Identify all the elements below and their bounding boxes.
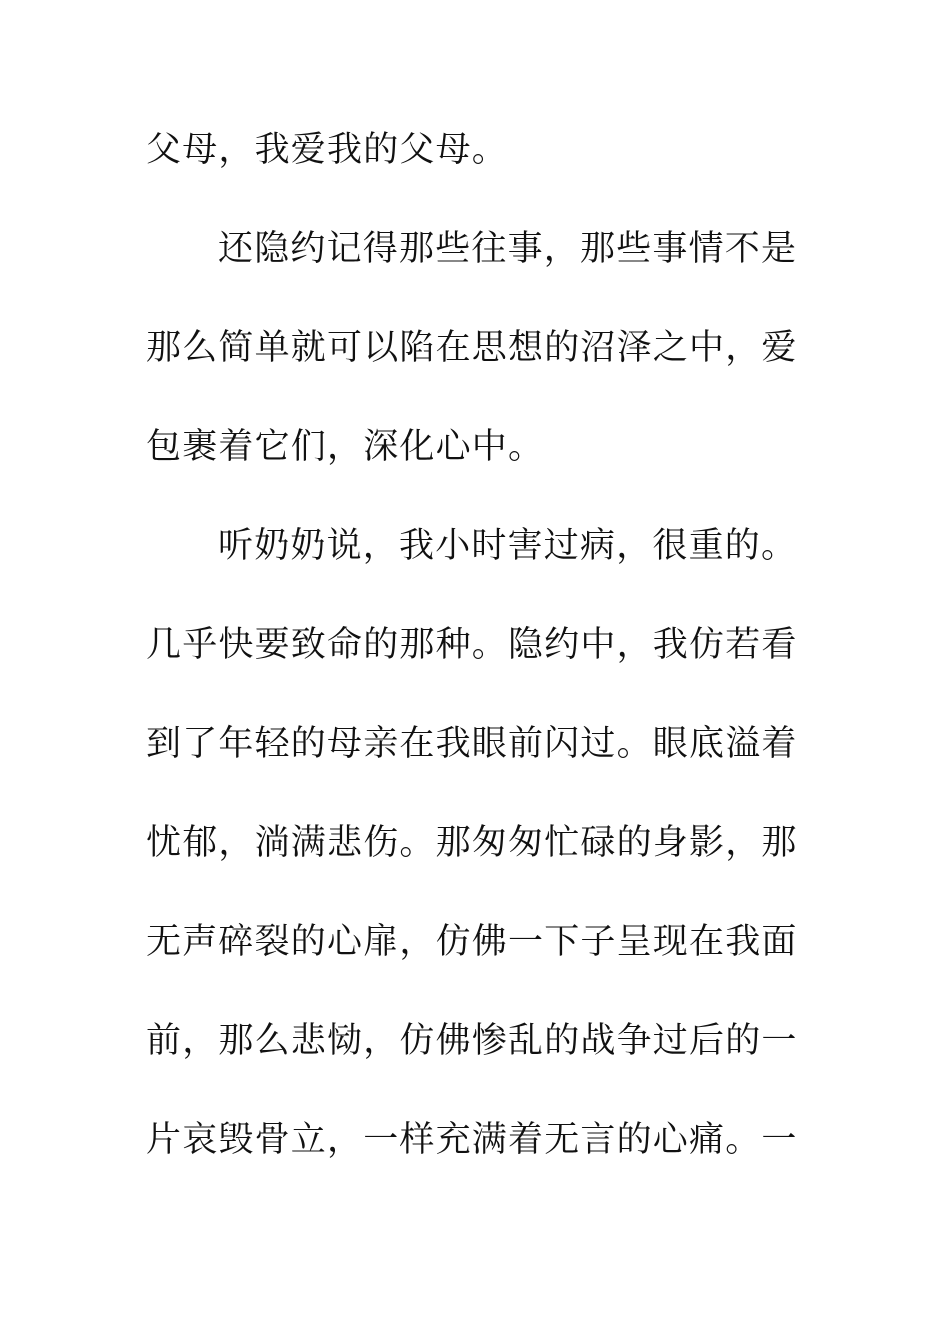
- text-line: 前，那么悲恸，仿佛惨乱的战争过后的一: [146, 1021, 798, 1061]
- text-line: 片哀毁骨立，一样充满着无言的心痛。一: [146, 1120, 798, 1160]
- text-line: 父母，我爱我的父母。: [146, 130, 509, 170]
- paragraph-start-line: 听奶奶说，我小时害过病，很重的。: [218, 526, 798, 566]
- body-text: [146, 128, 806, 1217]
- text-line: 忧郁，淌满悲伤。那匆匆忙碌的身影，那: [146, 823, 798, 863]
- paragraph-start-line: 还隐约记得那些往事，那些事情不是: [218, 229, 798, 269]
- text-line: 到了年轻的母亲在我眼前闪过。眼底溢着: [146, 724, 798, 764]
- text-line: 包裹着它们，深化心中。: [146, 427, 545, 467]
- text-line: 几乎快要致命的那种。隐约中，我仿若看: [146, 625, 798, 665]
- text-line: 那么简单就可以陷在思想的沼泽之中，爱: [146, 328, 798, 368]
- text-line: 无声碎裂的心扉，仿佛一下子呈现在我面: [146, 922, 798, 962]
